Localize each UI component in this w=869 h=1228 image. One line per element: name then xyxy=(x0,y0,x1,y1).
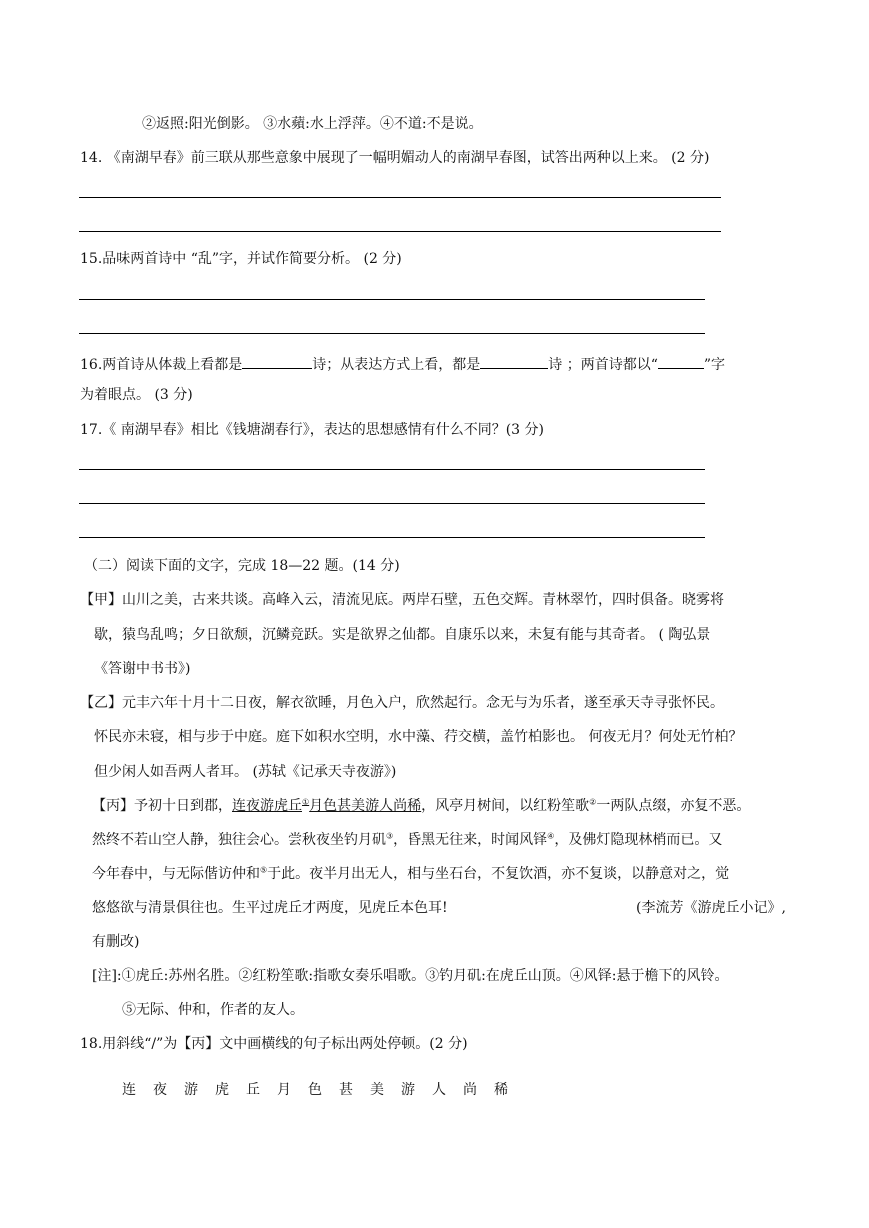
question-18: 18.用斜线“/”为【丙】文中画横线的句子标出两处停顿。(2 分) xyxy=(80,1036,468,1052)
answer-line[interactable] xyxy=(79,333,705,334)
underlined-sentence: 连夜游虎丘 xyxy=(232,798,302,814)
question-16 xyxy=(80,352,725,375)
passage-jia-line: 【甲】山川之美，古来共谈。高峰入云，清流见底。两岸石壁，五色交辉。青林翠竹，四时俱备。晓雾将 xyxy=(80,592,724,608)
question-14: 14. 《南湖早春》前三联从那些意象中展现了一幅明媚动人的南湖早春图，试答出两种以上来。 (2 分) xyxy=(80,150,710,166)
char-cell[interactable]: 游 xyxy=(401,1082,415,1098)
sentence-chars xyxy=(122,1080,525,1100)
section-heading: （二）阅读下面的文字，完成 18—22 题。(14 分) xyxy=(84,558,400,574)
char-cell[interactable]: 色 xyxy=(308,1082,322,1098)
passage-bing-source: (李流芳《游虎丘小记》, xyxy=(636,900,786,916)
char-cell[interactable]: 连 xyxy=(122,1082,136,1098)
passage-jia-line: 《答谢中书书》) xyxy=(94,661,191,677)
passage-bing-line: 悠悠欲与清景俱往也。生平过虎丘才两度，见虎丘本色耳! xyxy=(92,900,448,916)
answer-line[interactable] xyxy=(79,503,705,504)
char-cell[interactable]: 稀 xyxy=(494,1082,508,1098)
char-cell[interactable]: 丘 xyxy=(246,1082,260,1098)
annotation-line: ⑤无际、仲和，作者的友人。 xyxy=(122,1002,304,1018)
char-cell[interactable]: 夜 xyxy=(153,1082,167,1098)
passage-bing-line: 【丙】予初十日到郡，连夜游虎丘①月色甚美游人尚稀，风亭月树间，以红粉笙歌②一两队点缀，亦复不恶。 xyxy=(92,797,751,814)
q16-text: 诗；从表达方式上看，都是 xyxy=(312,357,481,373)
passage-bing-line: 然终不若山空人静，独往会心。尝秋夜坐钓月矶③，昏黑无往来，时闻风铎④，及佛灯隐现林梢而已。又 xyxy=(92,831,723,848)
char-cell[interactable]: 尚 xyxy=(463,1082,477,1098)
answer-line[interactable] xyxy=(79,231,721,232)
fill-blank[interactable] xyxy=(658,352,704,369)
char-cell[interactable]: 人 xyxy=(432,1082,446,1098)
passage-bing-line: 今年春中，与无际偕访仲和⑤于此。夜半月出无人，相与坐石台，不复饮酒，亦不复谈，以静意对之，觉 xyxy=(92,865,730,882)
char-cell[interactable]: 游 xyxy=(184,1082,198,1098)
question-15: 15.品味两首诗中 “乱”字，并试作简要分析。 (2 分) xyxy=(80,251,402,267)
passage-yi-line: 怀民亦未寝，相与步于中庭。庭下如积水空明，水中藻、荇交横，盖竹柏影也。 何夜无月？何处无竹柏？ xyxy=(94,729,743,745)
answer-line[interactable] xyxy=(79,299,705,300)
char-cell[interactable]: 虎 xyxy=(215,1082,229,1098)
q16-text: 诗 ；两首诗都以“ xyxy=(548,357,658,373)
notes-continued: ②返照:阳光倒影。 ③水蘋:水上浮萍。④不道:不是说。 xyxy=(142,116,483,132)
char-cell[interactable]: 美 xyxy=(370,1082,384,1098)
char-cell[interactable]: 甚 xyxy=(339,1082,353,1098)
q16-text: ”字 xyxy=(703,357,726,373)
question-16-line2: 为着眼点。 (3 分) xyxy=(80,387,193,403)
char-cell[interactable]: 月 xyxy=(277,1082,291,1098)
answer-line[interactable] xyxy=(79,197,721,198)
fill-blank[interactable] xyxy=(480,352,548,369)
question-17: 17.《 南湖早春》相比《钱塘湖春行》，表达的思想感情有什么不同？(3 分) xyxy=(80,422,544,438)
passage-yi-line: 【乙】元丰六年十月十二日夜，解衣欲睡，月色入户，欣然起行。念无与为乐者，遂至承天寺寻张怀民。 xyxy=(80,695,724,711)
annotation-line: [注]:①虎丘:苏州名胜。②红粉笙歌:指歌女奏乐唱歌。③钓月矶:在虎丘山顶。④风铎:悬于檐下的风铃。 xyxy=(92,968,729,984)
underlined-sentence: 月色甚美游人尚稀 xyxy=(309,798,422,814)
passage-yi-line: 但少闲人如吾两人者耳。 (苏轼《记承天寺夜游》) xyxy=(94,764,397,780)
q16-text: 16.两首诗从体裁上看都是 xyxy=(80,357,243,373)
passage-bing-line: 有删改) xyxy=(92,934,140,950)
answer-line[interactable] xyxy=(79,537,705,538)
fill-blank[interactable] xyxy=(242,352,312,369)
passage-jia-line: 歇，猿鸟乱鸣；夕日欲颓，沉鳞竞跃。实是欲界之仙都。自康乐以来，未复有能与其奇者。 ( 陶弘景 xyxy=(94,627,711,643)
answer-line[interactable] xyxy=(79,469,705,470)
